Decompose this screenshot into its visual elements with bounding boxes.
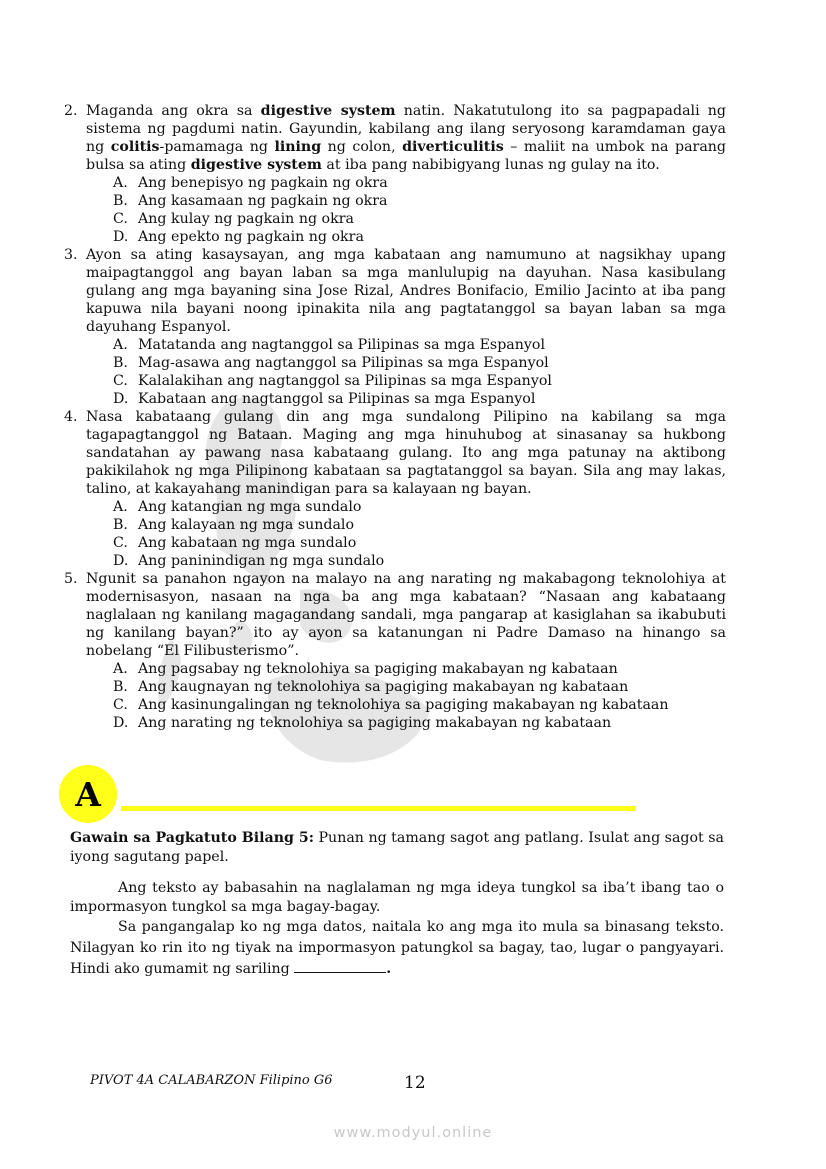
choice-text: Ang pagsabay ng teknolohiya sa pagiging makabayan ng kabataan [138, 661, 618, 677]
question-text-part: ng colon, [321, 139, 403, 155]
choice-text: Ang katangian ng mga sundalo [138, 499, 362, 515]
section-a-letter: A [75, 774, 101, 814]
choice-list [64, 336, 726, 408]
page-number: 12 [404, 1073, 426, 1093]
choice-option [113, 336, 726, 354]
question-item [64, 246, 726, 408]
choice-text: Ang kasamaan ng pagkain ng okra [138, 193, 388, 209]
choice-option [113, 354, 726, 372]
choice-text: Kabataan ang nagtanggol sa Pilipinas sa mga Espanyol [138, 391, 536, 407]
bold-term: colitis [110, 139, 160, 155]
bold-term: digestive system [260, 103, 396, 119]
choice-list [64, 498, 726, 570]
choice-text: Ang kasinungalingan ng teknolohiya sa pagiging makabayan ng kabataan [138, 697, 669, 713]
question-number: 4. [64, 409, 78, 425]
choice-option [113, 192, 726, 210]
question-text-part: Ngunit sa panahon ngayon na malayo na ang narating ng makabagong teknolohiya at modernisasyon, nasaan na nga ba ang mga kabataan? “Nasaan ang kabataang naglalaan ng kanilang magagandang sandali, mga pangarap at kasiglahan sa ikabubuti ng kanilang bayan?” ito ay ayon sa katanungan ni Padre Damaso na hinango sa nobelang “El Filibusterismo”. [86, 571, 726, 659]
choice-list [64, 660, 726, 732]
question-number: 5. [64, 571, 78, 587]
question-number: 3. [64, 247, 78, 263]
question-text-part: -pamamaga ng [159, 139, 275, 155]
section-divider-line [121, 806, 636, 811]
choice-letter: A. [113, 175, 128, 191]
choice-list [64, 174, 726, 246]
choice-option [113, 696, 726, 714]
question-text-part: Nasa kabataang gulang din ang mga sundalong Pilipino na kabilang sa mga tagapagtanggol ng Bataan. Maging ang mga hinuhubog at sinasanay sa hukbong sandatahan ay pawang nasa kabataang gulang. Ito ang mga patunay na aktibong pakikilahok ng mga Pilipinong kabataan sa pagtatanggol sa bayan. Sila ang may lakas, talino, at kakayahang manindigan para sa kalayaan ng bayan. [86, 409, 726, 497]
activity-title: Gawain sa Pagkatuto Bilang 5: [70, 830, 314, 846]
choice-letter: B. [113, 679, 128, 695]
choice-text: Ang benepisyo ng pagkain ng okra [138, 175, 388, 191]
question-text-part: Maganda ang okra sa [86, 103, 261, 119]
learning-activity [70, 829, 724, 980]
choice-letter: D. [113, 553, 129, 569]
choice-option [113, 678, 726, 696]
question-text-part: at iba pang nabibigyang lunas ng gulay na ito. [321, 157, 660, 173]
choice-text: Ang paninindigan ng mga sundalo [138, 553, 385, 569]
choice-letter: D. [113, 229, 129, 245]
choice-option [113, 498, 726, 516]
bold-term: lining [274, 139, 322, 155]
bold-term: diverticulitis [402, 139, 504, 155]
choice-text: Ang epekto ng pagkain ng okra [138, 229, 364, 245]
question-text-part: natin. Nakatutulong ito sa pagpapadali ng sistema ng pagdumi natin. Gayundin, kabilang ang ilang seryosong karamdaman gaya ng [86, 103, 726, 155]
question-list [64, 102, 726, 732]
choice-option [113, 372, 726, 390]
choice-letter: B. [113, 355, 128, 371]
choice-letter: D. [113, 391, 129, 407]
choice-option [113, 516, 726, 534]
footer-module-label: PIVOT 4A CALABARZON Filipino G6 [90, 1073, 333, 1088]
bold-term: digestive system [190, 157, 322, 173]
question-item [64, 102, 726, 246]
choice-option [113, 552, 726, 570]
question-text-part: Ayon sa ating kasaysayan, ang mga kabataan ang namumuno at nagsikhay upang maipagtanggol ang bayan laban sa mga manlulupig na dayuhan. Nasa kasibulang gulang ang mga bayaning sina Jose Rizal, Andres Bonifacio, Emilio Jacinto at iba pang kapuwa nila bayani noong ipinakita nila ang pagtatanggol sa bayan laban sa mga dayuhang Espanyol. [86, 247, 726, 335]
question-text [64, 408, 726, 498]
activity-instruction [70, 829, 724, 867]
choice-text: Matatanda ang nagtanggol sa Pilipinas sa mga Espanyol [138, 337, 545, 353]
activity-paragraph-2-end: . [386, 961, 392, 977]
choice-option [113, 210, 726, 228]
website-watermark: www.modyul.online [333, 1125, 493, 1141]
choice-letter: A. [113, 499, 128, 515]
answer-blank[interactable] [294, 960, 386, 973]
question-item [64, 570, 726, 732]
choice-option [113, 714, 726, 732]
choice-letter: B. [113, 193, 128, 209]
activity-paragraph-2-text: Sa pangangalap ko ng mga datos, naitala ko ang mga ito mula sa binasang teksto. Nilagyan ko rin ito ng tiyak na impormasyon patungkol sa bagay, tao, lugar o pangyayari. Hindi ako gumamit ng sariling [70, 919, 724, 977]
activity-paragraph-1: Ang teksto ay babasahin na naglalaman ng mga ideya tungkol sa iba’t ibang tao o impormasyon tungkol sa mga bagay-bagay. [70, 880, 724, 915]
choice-letter: B. [113, 517, 128, 533]
choice-text: Mag-asawa ang nagtanggol sa Pilipinas sa mga Espanyol [138, 355, 549, 371]
question-item [64, 408, 726, 570]
choice-option [113, 534, 726, 552]
choice-letter: A. [113, 661, 128, 677]
choice-letter: A. [113, 337, 128, 353]
choice-letter: C. [113, 697, 128, 713]
question-text-part: – maliit na umbok na parang bulsa sa ating [86, 139, 727, 173]
choice-letter: D. [113, 715, 129, 731]
choice-option [113, 228, 726, 246]
choice-text: Ang narating ng teknolohiya sa pagiging makabayan ng kabataan [138, 715, 612, 731]
choice-option [113, 174, 726, 192]
question-number: 2. [64, 103, 78, 119]
question-text [64, 102, 726, 174]
activity-paragraph-2 [70, 917, 724, 980]
section-a-badge [59, 765, 117, 823]
choice-text: Kalalakihan ang nagtanggol sa Pilipinas sa mga Espanyol [138, 373, 552, 389]
choice-text: Ang kalayaan ng mga sundalo [138, 517, 355, 533]
activity-instruction-text: Punan ng tamang sagot ang patlang. Isulat ang sagot sa iyong sagutang papel. [70, 830, 724, 865]
choice-option [113, 390, 726, 408]
choice-letter: C. [113, 535, 128, 551]
choice-text: Ang kabataan ng mga sundalo [138, 535, 357, 551]
question-text [64, 570, 726, 660]
choice-letter: C. [113, 373, 128, 389]
choice-letter: C. [113, 211, 128, 227]
choice-text: Ang kulay ng pagkain ng okra [138, 211, 354, 227]
choice-option [113, 660, 726, 678]
choice-text: Ang kaugnayan ng teknolohiya sa pagiging makabayan ng kabataan [138, 679, 629, 695]
question-text [64, 246, 726, 336]
